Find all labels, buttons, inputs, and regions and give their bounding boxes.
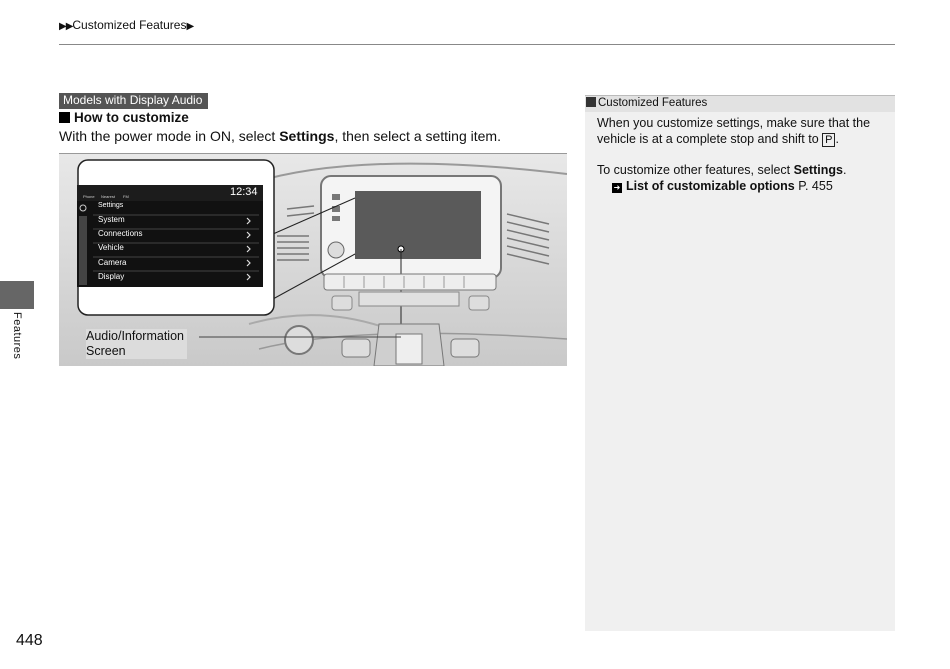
screen-icon-nearest[interactable]: Nearest — [101, 194, 116, 199]
breadcrumb-next-icon: ▶ — [186, 21, 194, 32]
note-reference-link[interactable] — [612, 178, 902, 194]
note-paragraph-2 — [597, 162, 887, 178]
note-p2-end: . — [842, 163, 847, 177]
breadcrumb-arrows-icon: ▶▶ — [59, 21, 73, 32]
intro-bold: Settings — [279, 128, 335, 144]
intro-post: , then select a setting item. — [334, 128, 501, 144]
park-key-icon: P — [822, 133, 835, 147]
model-badge: Models with Display Audio — [59, 93, 208, 109]
breadcrumb-label[interactable]: Customized Features — [72, 18, 187, 32]
callout-label — [86, 329, 187, 359]
intro-pre: With the power mode in ON, select — [59, 128, 280, 144]
callout-line1: Audio/Information — [86, 329, 184, 343]
intro-text — [59, 128, 501, 144]
screen-menu-connections[interactable]: Connections — [98, 229, 143, 238]
screen-menu-display[interactable]: Display — [98, 272, 125, 281]
section-heading — [59, 110, 189, 125]
page-number: 448 — [16, 632, 43, 649]
screen-settings-header: Settings — [98, 202, 124, 209]
note-ref-bold[interactable]: List of customizable options — [626, 179, 795, 193]
screen-icon-phone[interactable]: Phone — [83, 194, 95, 199]
note-paragraph-1 — [597, 115, 887, 147]
note-icon — [586, 97, 596, 107]
screen-menu-system[interactable]: System — [98, 215, 125, 224]
breadcrumb — [59, 18, 193, 32]
note-p1-end: . — [835, 132, 839, 146]
square-bullet-icon — [59, 112, 70, 123]
section-title: How to customize — [74, 110, 189, 125]
note-p2-bold: Settings — [793, 163, 843, 177]
screen-icon-fm[interactable]: FM — [123, 194, 129, 199]
sidebar-note — [585, 95, 895, 631]
chapter-label: Features — [11, 312, 23, 360]
note-p2-pre: To customize other features, select — [597, 163, 794, 177]
note-title-text: Customized Features — [598, 97, 708, 109]
dashboard-figure — [59, 153, 567, 366]
callout-line2: Screen — [86, 344, 126, 358]
screen-menu-camera[interactable]: Camera — [98, 258, 127, 267]
reference-arrow-icon: ➜ — [613, 183, 621, 192]
chapter-tab[interactable] — [0, 281, 34, 309]
note-title — [585, 95, 895, 112]
screen-clock: 12:34 — [230, 186, 258, 198]
header-rule — [59, 44, 895, 45]
note-ref-page[interactable]: P. 455 — [798, 179, 833, 193]
note-p1: When you customize settings, make sure that the vehicle is at a complete stop and shift to — [597, 116, 871, 146]
screen-menu-vehicle[interactable]: Vehicle — [98, 243, 124, 252]
